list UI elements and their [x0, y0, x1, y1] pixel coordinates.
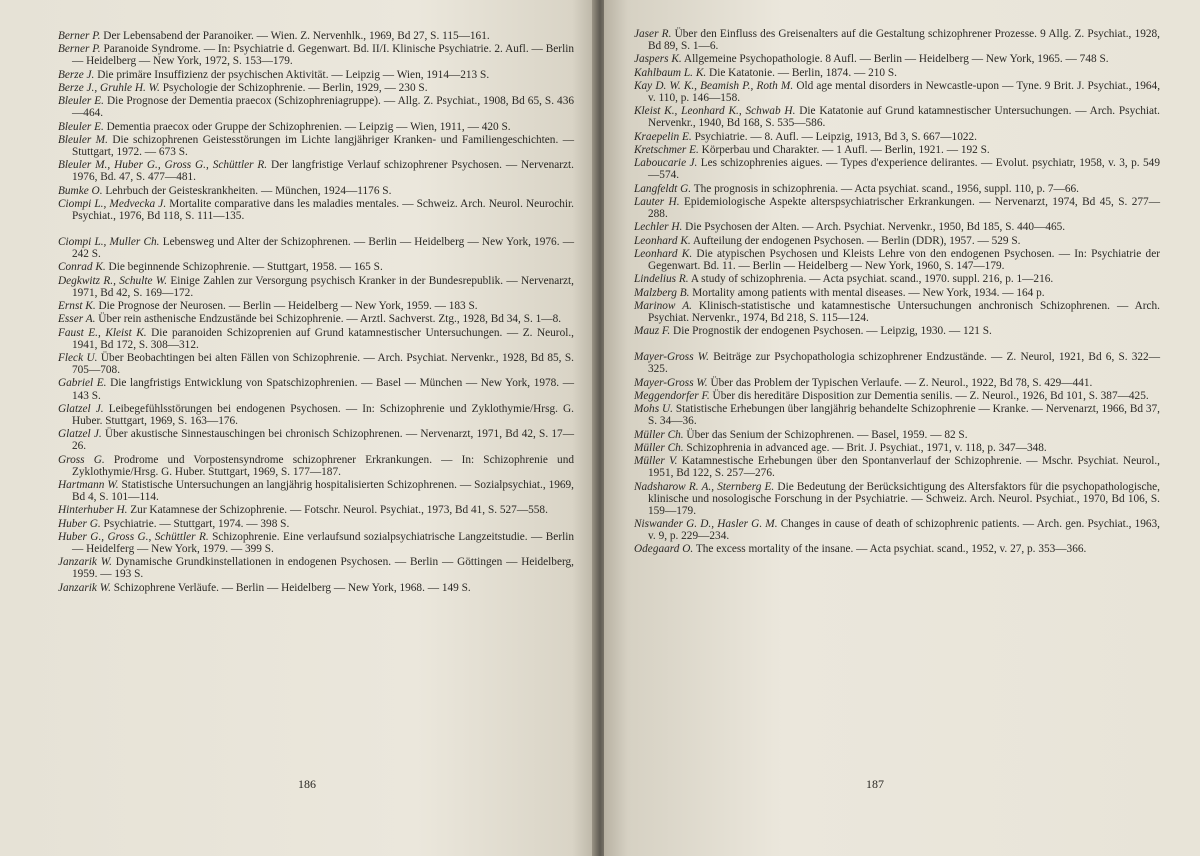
reference-text: Über akustische Sinnestauschingen bei chronisch Schizophrenen. — Nervenarzt, 1971, Bd 42, S. 17—26.	[72, 428, 575, 453]
reference-author: Müller Ch.	[634, 428, 684, 441]
reference-entry	[58, 43, 574, 67]
reference-author: Mayer-Gross W.	[634, 376, 708, 389]
reference-author: Meggendorfer F.	[634, 389, 710, 402]
reference-author: Lindelius R.	[634, 273, 689, 286]
reference-entry	[634, 325, 1160, 337]
reference-entry	[634, 273, 1160, 285]
reference-entry	[634, 53, 1160, 65]
reference-text: Über das Senium der Schizophrenen. — Basel, 1959. — 82 S.	[686, 428, 968, 441]
reference-text: Prodrome und Vorpostensyndrome schizophrener Erkrankungen. — In: Schizophrenie und Zyklothymie/Hrsg. G. Huber. Stuttgart, 1969, S. 177—187.	[72, 453, 574, 478]
reference-author: Glatzel J.	[58, 428, 102, 441]
reference-author: Mauz F.	[634, 325, 671, 338]
reference-author: Ernst K.	[58, 300, 96, 313]
reference-author: Janzarik W.	[58, 581, 111, 594]
reference-author: Faust E., Kleist K.	[58, 326, 147, 339]
reference-entry	[634, 403, 1160, 427]
reference-text: Beiträge zur Psychopathologia schizophrener Endzustände. — Z. Neurol, 1921, Bd 6, S. 322—325.	[648, 351, 1160, 376]
reference-author: Kraepelin E.	[634, 130, 692, 143]
reference-author: Bleuler M.	[58, 133, 108, 146]
reference-text: Mortality among patients with mental diseases. — New York, 1934. — 164 p.	[692, 286, 1045, 299]
reference-list-right	[634, 28, 1160, 555]
reference-entry	[634, 196, 1160, 220]
reference-text: Die beginnende Schizophrenie. — Stuttgart, 1958. — 165 S.	[108, 261, 383, 274]
reference-author: Langfeldt G.	[634, 182, 692, 195]
reference-entry	[634, 442, 1160, 454]
reference-text: Paranoide Syndrome. — In: Psychiatrie d. Gegenwart. Bd. II/I. Klinische Psychiatrie. 2. Aufl. — Berlin — Heidelberg — New York, 1972, S. 153—179.	[72, 43, 575, 68]
reference-author: Berze J.	[58, 68, 95, 81]
reference-entry	[58, 121, 574, 133]
reference-entry	[58, 352, 574, 376]
reference-text: Über den Einfluss des Greisenalters auf die Gestaltung schizophrener Prozesse. 9 Allg. Z. Psychiat., 1928, Bd 89, S. 1—6.	[648, 28, 1160, 53]
reference-author: Malzberg B.	[634, 286, 690, 299]
reference-author: Janzarik W.	[58, 556, 112, 569]
reference-text: Die Prognose der Dementia praecox (Schizophreniagruppe). — Allg. Z. Psychiat., 1908, Bd 65, S. 436—464.	[72, 95, 574, 120]
reference-entry	[58, 261, 574, 273]
reference-author: Niswander G. D., Hasler G. M.	[634, 517, 778, 530]
reference-entry	[634, 221, 1160, 233]
reference-author: Hartmann W.	[58, 478, 119, 491]
reference-text: Einige Zahlen zur Versorgung psychisch Kranker in der Bundesrepublik. — Nervenarzt, 1971, Bd 42, S. 169—172.	[72, 274, 575, 299]
reference-entry	[634, 455, 1160, 479]
reference-text: Leibegefühlsstörungen bei endogenen Psychosen. — In: Schizophrenie und Zyklothymie/Hrsg. G. Huber. Stuttgart, 1969, S. 163—176.	[72, 402, 575, 427]
page-number-right: 187	[866, 777, 884, 791]
reference-entry	[58, 556, 574, 580]
reference-author: Ciompi L., Medvecka J.	[58, 197, 167, 210]
reference-entry	[58, 82, 574, 94]
reference-text: Changes in cause of death of schizophrenic patients. — Arch. gen. Psychiat., 1963, v. 9, p. 229—234.	[648, 517, 1161, 543]
reference-entry	[634, 287, 1160, 299]
reference-entry	[58, 30, 574, 42]
reference-author: Glatzel J.	[58, 402, 104, 415]
reference-entry	[634, 105, 1160, 129]
reference-entry	[58, 582, 574, 594]
reference-text: Dynamische Grundkinstellationen in endogenen Psychosen. — Berlin — Göttingen — Heidelberg, 1959. — 193 S.	[72, 556, 574, 581]
reference-entry	[58, 134, 574, 158]
right-page	[604, 0, 1200, 856]
reference-text: Schizophrenia in advanced age. — Brit. J. Psychiat., 1971, v. 118, p. 347—348.	[686, 441, 1047, 454]
reference-author: Degkwitz R., Schulte W.	[58, 274, 168, 287]
reference-text: Die atypischen Psychosen und Kleists Lehre von den endogenen Psychosen. — In: Psychiatrie der Gegenwart. Bd. 11. — Berlin — Heidelberg — New York, 1960, S. 147—179.	[648, 247, 1160, 272]
reference-text: Die primäre Insuffizienz der psychischen Aktivität. — Leipzig — Wien, 1914—213 S.	[97, 68, 490, 81]
reference-entry	[634, 248, 1160, 272]
reference-author: Lechler H.	[634, 221, 683, 234]
reference-author: Berner P.	[58, 43, 101, 56]
reference-text: Psychiatrie. — Stuttgart, 1974. — 398 S.	[103, 517, 290, 530]
reference-author: Mohs U.	[634, 403, 673, 416]
reference-entry	[58, 300, 574, 312]
reference-author: Kay D. W. K., Beamish P., Roth M.	[634, 79, 794, 92]
reference-author: Kretschmer E.	[634, 143, 699, 156]
reference-entry	[634, 518, 1160, 542]
reference-entry	[634, 351, 1160, 375]
reference-entry	[634, 67, 1160, 79]
reference-text: Lebensweg und Alter der Schizophrenen. — Berlin — Heidelberg — New York, 1976. — 242 S.	[72, 236, 575, 261]
reference-author: Hinterhuber H.	[58, 504, 128, 517]
reference-text: Über rein asthenische Endzustände bei Schizophrenie. — Arztl. Sachverst. Ztg., 1928, Bd 34, S. 1—8.	[98, 313, 562, 326]
reference-text: Der Lebensabend der Paranoiker. — Wien. Z. Nervenhlk., 1969, Bd 27, S. 115—161.	[103, 30, 490, 42]
reference-entry	[58, 236, 574, 260]
reference-text: Old age mental disorders in Newcastle-upon — Tyne. 9 Brit. J. Psychiat., 1964, v. 110, p. 146—158.	[648, 79, 1161, 105]
reference-text: Epidemiologische Aspekte alterspsychiatrischer Erkrankungen. — Nervenarzt, 1974, Bd 45, S. 277—288.	[648, 195, 1160, 220]
reference-text: Über Beobachtingen bei alten Fällen von Schizophrenie. — Arch. Psychiat. Nervenkr., 1928, Bd 85, S. 705—708.	[72, 352, 574, 377]
reference-text: Psychiatrie. — 8. Aufl. — Leipzig, 1913, Bd 3, S. 667—1022.	[694, 130, 977, 143]
reference-entry	[58, 377, 574, 401]
reference-entry	[634, 157, 1160, 181]
reference-author: Fleck U.	[58, 352, 98, 365]
reference-text: Die Katatonie. — Berlin, 1874. — 210 S.	[709, 66, 897, 79]
reference-text: Die Prognose der Neurosen. — Berlin — Heidelberg — New York, 1959. — 183 S.	[98, 300, 478, 313]
reference-author: Huber G.	[58, 517, 101, 530]
reference-text: Die schizophrenen Geistesstörungen im Lichte langjähriger Kranken- und Familiengeschichten. — Stuttgart, 1972. — 673 S.	[72, 133, 574, 158]
reference-author: Bleuler E.	[58, 95, 104, 108]
reference-text: Die langfristigs Entwicklung von Spatschizophrenien. — Basel — München — New York, 1978. — 143 S.	[72, 377, 575, 402]
reference-author: Jaser R.	[634, 28, 672, 40]
reference-entry	[58, 159, 574, 183]
reference-author: Bumke O.	[58, 184, 103, 197]
reference-text: Die Prognostik der endogenen Psychosen. — Leipzig, 1930. — 121 S.	[673, 325, 992, 338]
reference-author: Marinow A.	[634, 299, 692, 312]
reference-text: Die paranoiden Schizoprenien auf Grund katamnestischer Untersuchungen. — Z. Neurol., 1941, Bd 172, S. 308—312.	[72, 326, 574, 351]
reference-text: Über dis hereditäre Disposition zur Dementia senilis. — Z. Neurol., 1926, Bd 101, S. 387—425.	[712, 389, 1149, 402]
reference-text: Klinisch-statistische und katamnestische Untersuchungen anchronisch Schizophrenen. — Arch. Psychiat. Nervenkr., 1974, Bd 218, S. 115—124.	[648, 299, 1160, 324]
reference-entry	[58, 428, 574, 452]
page-number-left: 186	[298, 777, 316, 791]
reference-entry	[634, 543, 1160, 555]
reference-entry	[58, 403, 574, 427]
reference-entry	[634, 300, 1160, 324]
reference-author: Müller Ch.	[634, 441, 684, 454]
left-page	[0, 0, 596, 856]
reference-entry	[634, 183, 1160, 195]
reference-entry	[634, 144, 1160, 156]
reference-author: Gabriel E.	[58, 377, 107, 390]
reference-text: Les schizophrenies aigues. — Types d'experience delirantes. — Evolut. psychiatr, 1958, v. 3, p. 549—574.	[648, 157, 1160, 182]
reference-entry	[58, 504, 574, 516]
reference-text: Zur Katamnese der Schizophrenie. — Fotschr. Neurol. Psychiat., 1973, Bd 41, S. 527—558.	[130, 504, 548, 517]
reference-author: Gross G.	[58, 453, 105, 466]
reference-author: Leonhard K.	[634, 234, 691, 247]
reference-text: Lehrbuch der Geisteskrankheiten. — München, 1924—1176 S.	[105, 184, 392, 197]
reference-author: Ciompi L., Muller Ch.	[58, 236, 160, 249]
reference-author: Conrad K.	[58, 261, 106, 274]
reference-text: Über das Problem der Typischen Verlaufe. — Z. Neurol., 1922, Bd 78, S. 429—441.	[710, 376, 1093, 389]
reference-text: Die Katatonie auf Grund katamnestischer Untersuchungen. — Arch. Psychiat. Nervenkr., 1940, Bd 168, S. 535—586.	[648, 105, 1160, 130]
reference-author: Müller V.	[634, 455, 678, 468]
reference-text: Allgemeine Psychopathologie. 8 Aufl. — Berlin — Heidelberg — New York, 1965. — 748 S.	[683, 53, 1109, 66]
reference-entry	[58, 313, 574, 325]
reference-text: Die Psychosen der Alten. — Arch. Psychiat. Nervenkr., 1950, Bd 185, S. 440—465.	[685, 221, 1066, 234]
reference-entry	[58, 95, 574, 119]
reference-entry	[634, 28, 1160, 52]
reference-author: Berner P.	[58, 30, 101, 42]
reference-author: Kleist K., Leonhard K., Schwab H.	[634, 105, 796, 118]
reference-text: Mortalite comparative dans les maladies mentales. — Schweiz. Arch. Neurol. Neurochir. Psychiat., 1976, Bd 118, S. 111—135.	[72, 197, 575, 222]
reference-entry	[58, 185, 574, 197]
reference-entry	[634, 481, 1160, 517]
reference-entry	[634, 390, 1160, 402]
reference-author: Mayer-Gross W.	[634, 351, 709, 364]
reference-entry	[634, 235, 1160, 247]
reference-author: Nadsharow R. A., Sternberg E.	[634, 480, 775, 493]
reference-text: Psychologie der Schizophrenie. — Berlin, 1929, — 230 S.	[162, 81, 428, 94]
reference-entry	[58, 518, 574, 530]
reference-author: Esser A.	[58, 313, 96, 326]
reference-author: Leonhard K.	[634, 247, 693, 260]
reference-entry	[58, 454, 574, 478]
reference-author: Laboucarie J.	[634, 157, 698, 170]
reference-text: Statistische Erhebungen über langjährig behandelte Schizophrenie — Kranke. — Nervenarzt, 1966, Bd 37, S. 34—36.	[648, 403, 1160, 428]
reference-text: Katamnestische Erhebungen über den Spontanverlauf der Schizophrenie. — Mschr. Psychiat. Neurol., 1951, Bd 122, S. 257—276.	[648, 455, 1161, 480]
reference-author: Lauter H.	[634, 195, 680, 208]
reference-author: Jaspers K.	[634, 53, 682, 66]
reference-entry	[58, 198, 574, 222]
reference-entry	[58, 531, 574, 555]
reference-text: Schizophrenie. Eine verlaufsund sozialpsychiatrische Langzeitstudie. — Berlin — Heidelferg — New York, 1979. — 399 S.	[72, 530, 575, 555]
reference-author: Bleuler M., Huber G., Gross G., Schüttler R.	[58, 159, 268, 172]
reference-entry	[58, 479, 574, 503]
reference-author: Berze J., Gruhle H. W.	[58, 81, 160, 94]
reference-text: Dementia praecox oder Gruppe der Schizophrenien. — Leipzig — Wien, 1911, — 420 S.	[106, 120, 511, 133]
reference-text: A study of schizophrenia. — Acta psychiat. scand., 1970. suppl. 216, p. 1—216.	[690, 273, 1054, 286]
reference-entry	[634, 80, 1160, 104]
reference-text: Der langfristige Verlauf schizophrener Psychosen. — Nervenarzt. 1976, Bd. 47, S. 477—481.	[72, 159, 575, 184]
reference-entry	[634, 377, 1160, 389]
reference-author: Huber G., Gross G., Schüttler R.	[58, 530, 209, 543]
reference-text: Schizophrene Verläufe. — Berlin — Heidelberg — New York, 1968. — 149 S.	[113, 581, 471, 594]
reference-entry	[58, 275, 574, 299]
reference-author: Kahlbaum L. K.	[634, 66, 707, 79]
reference-list-left	[58, 30, 574, 594]
reference-text: The prognosis in schizophrenia. — Acta psychiat. scand., 1956, suppl. 110, p. 7—66.	[693, 182, 1079, 195]
reference-text: Die Bedeutung der Berücksichtigung des Altersfaktors für die psychopathologische, klinische und nosologische Forschung in der Psychiatrie. — Schweiz. Arch. Neurol. Psychiat., 1970, Bd 106, S. 159—179.	[648, 480, 1160, 517]
reference-author: Odegaard O.	[634, 543, 694, 556]
reference-entry	[58, 69, 574, 81]
reference-text: Körperbau und Charakter. — 1 Aufl. — Berlin, 1921. — 192 S.	[701, 143, 990, 156]
reference-entry	[634, 131, 1160, 143]
reference-text: Aufteilung der endogenen Psychosen. — Berlin (DDR), 1957. — 529 S.	[692, 234, 1021, 247]
reference-entry	[58, 327, 574, 351]
reference-text: The excess mortality of the insane. — Acta psychiat. scand., 1952, v. 27, p. 353—366.	[695, 543, 1087, 556]
reference-entry	[634, 429, 1160, 441]
reference-author: Bleuler E.	[58, 120, 104, 133]
reference-text: Statistische Untersuchungen an langjährig hospitalisierten Schizophrenen. — Sozialpsychiat., 1969, Bd 4, S. 101—114.	[72, 478, 574, 504]
